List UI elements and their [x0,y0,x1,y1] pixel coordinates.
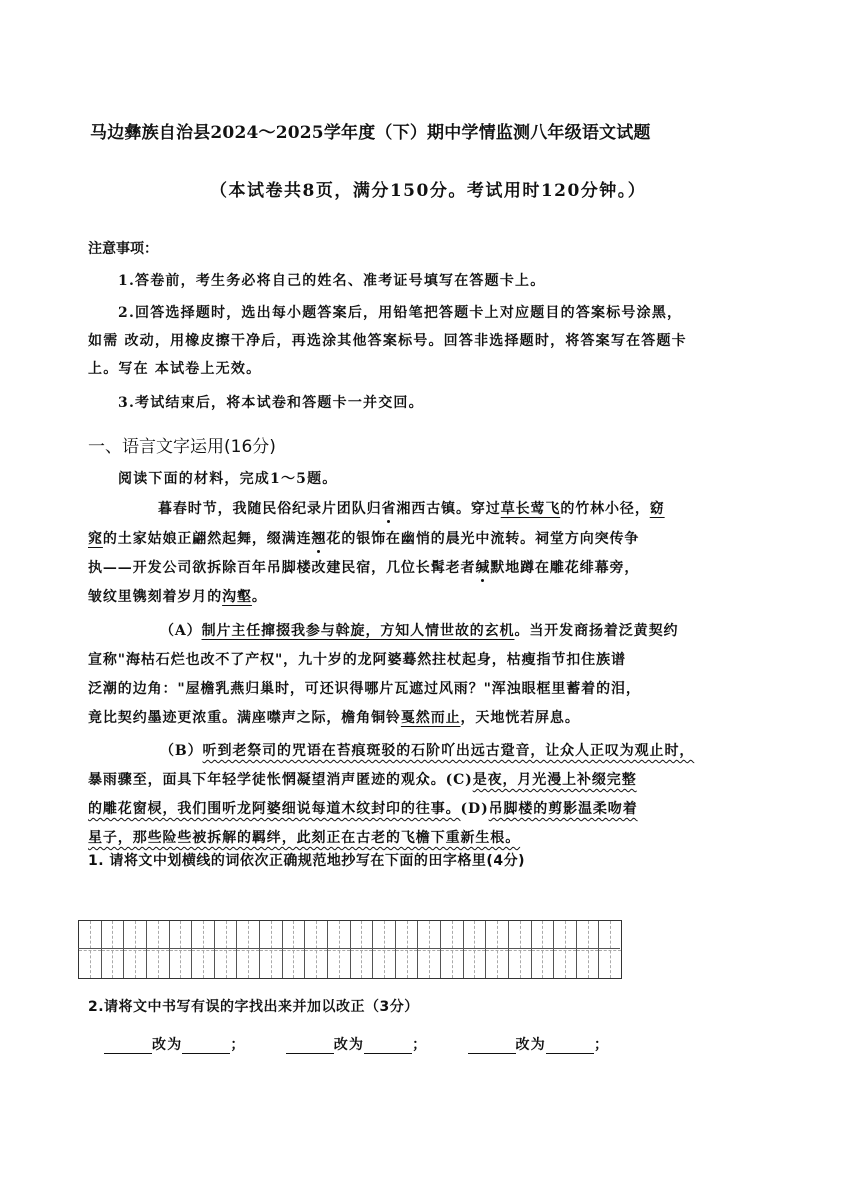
grid-cell[interactable] [509,921,532,978]
wavy-sentence-b: 听到老祭司的咒语在苔痕斑驳的石阶吖出远古跫音，让众人正叹为观止时， [202,743,695,759]
section-intro: 阅读下面的材料，完成1～5题。 [118,471,338,487]
grid-cell[interactable] [532,921,555,978]
note-item-2-line-1: 2.回答选择题时，选出每小题答案后，用铅笔把答题卡上对应题目的答案标号涂黑， [118,305,683,321]
wavy-sentence-d: 吊脚楼的剪影温柔吻着 [488,801,638,817]
tianzige-grid[interactable] [78,920,622,979]
grid-cell[interactable] [260,921,283,978]
section-title: 一、语言文字运用(16分) [88,437,276,457]
grid-cell[interactable] [418,921,441,978]
note-item-2-line-3: 上。写在 本试卷上无效。 [88,361,262,377]
p3-line-4 [88,827,520,847]
answer-blank[interactable] [364,1039,412,1054]
p2-line-2: 宣称"海枯石烂也改不了产权"，九十岁的龙阿婆蓦然拄杖起身，枯瘦指节扣住族谱 [88,652,626,668]
underlined-word: 窕 [88,531,103,547]
grid-cell[interactable] [79,921,102,978]
p1-line-3: 执——开发公司欲拆除百年吊脚楼改建民宿，几位长髯老者缄默地蹲在雕花绯幕旁， [88,560,640,576]
grid-cell[interactable] [396,921,419,978]
grid-cell[interactable] [599,921,621,978]
grid-cell[interactable] [147,921,170,978]
grid-cell[interactable] [554,921,577,978]
underlined-word: 戛然而止 [400,710,461,726]
question-2: 2.请将文中书写有误的字找出来并加以改正（3分） [88,999,419,1015]
underlined-word: 沟壑 [222,589,252,605]
p2-line-4: 竟比契约墨迹更浓重。满座噤声之际，檐角铜铃戛然而止，天地恍若屏息。 [88,710,580,726]
p2-line-3: 泛潮的边角："屋檐乳燕归巢时，可还识得哪片瓦遮过风雨？"浑浊眼框里蓄着的泪， [88,681,641,697]
answer-blank[interactable] [546,1039,594,1054]
wavy-sentence-d: 星子，那些险些被拆解的羁绊，此刻正在古老的飞檐下重新生根。 [88,830,521,846]
note-item-3: 3.考试结束后，将本试卷和答题卡一并交回。 [118,395,424,411]
p1-line-2: 窕的土家姑娘正翩然起舞，缀满连翘花的银饰在幽悄的晨光中流转。祠堂方向突传争 [88,531,640,547]
dotted-char: 翘 [311,531,327,547]
p3-line-3: 的雕花窗棂，我们围听龙阿婆细说每道木纹封印的往事。(D)吊脚楼的剪影温柔吻着 [88,801,638,817]
grid-cell[interactable] [283,921,306,978]
p1-line-1: 暮春时节，我随民俗纪录片团队归省湘西古镇。穿过草长莺飞的竹林小径，窈 [158,501,665,517]
page-title: 马边彝族自治县2024～2025学年度（下）期中学情监测八年级语文试题 [90,123,651,143]
answer-blank[interactable] [104,1039,152,1054]
grid-cell[interactable] [577,921,600,978]
note-item-1: 1.答卷前，考生务必将自己的姓名、准考证号填写在答题卡上。 [118,273,546,289]
grid-cell[interactable] [464,921,487,978]
underlined-word: 草长莺飞 [500,501,561,517]
grid-cell[interactable] [351,921,374,978]
grid-cell[interactable] [237,921,260,978]
page-subtitle: （本试卷共8页，满分150分。考试用时120分钟。） [210,181,647,201]
dotted-char: 省 [381,501,397,517]
grid-cell[interactable] [192,921,215,978]
underlined-sentence: 制片主任撺掇我参与斡旋，方知人情世故的玄机 [201,623,515,639]
grid-cell[interactable] [170,921,193,978]
grid-cell[interactable] [373,921,396,978]
grid-row-separator [78,948,620,949]
grid-cell[interactable] [328,921,351,978]
p1-line-4: 皱纹里镌刻着岁月的沟壑。 [88,589,267,605]
grid-cell[interactable] [305,921,328,978]
answer-blank[interactable] [286,1039,334,1054]
dotted-char: 缄 [475,560,491,576]
wavy-sentence-c: 的雕花窗棂，我们围听龙阿婆细说每道木纹封印的往事。 [88,801,461,817]
p2-line-1: （A）制片主任撺掇我参与斡旋，方知人情世故的玄机。当开发商扬着泛黄契约 [160,623,679,639]
answer-blank[interactable] [182,1039,230,1054]
question-1: 1. 请将文中划横线的词依次正确规范地抄写在下面的田字格里(4分) [88,853,525,869]
correction-line: 改为 ； 改为 ； 改为 ； [104,1034,609,1054]
p3-line-1: （B）听到老祭司的咒语在苔痕斑驳的石阶吖出远古跫音，让众人正叹为观止时， [160,743,695,759]
note-item-2-line-2: 如需 改动，用橡皮擦干净后，再选涂其他答案标号。回答非选择题时，将答案写在答题卡 [88,333,687,349]
grid-cell[interactable] [215,921,238,978]
grid-cell[interactable] [124,921,147,978]
underlined-word: 窈 [649,501,665,517]
answer-blank[interactable] [468,1039,516,1054]
grid-cell[interactable] [486,921,509,978]
grid-cell[interactable] [441,921,464,978]
wavy-sentence-c: 是夜，月光漫上补缀完整 [472,772,637,788]
notes-heading: 注意事项： [88,241,158,257]
p3-line-2: 暴雨骤至，面具下年轻学徒怅惘凝望消声匿迹的观众。(C)是夜，月光漫上补缀完整 [88,772,637,788]
grid-cell[interactable] [102,921,125,978]
